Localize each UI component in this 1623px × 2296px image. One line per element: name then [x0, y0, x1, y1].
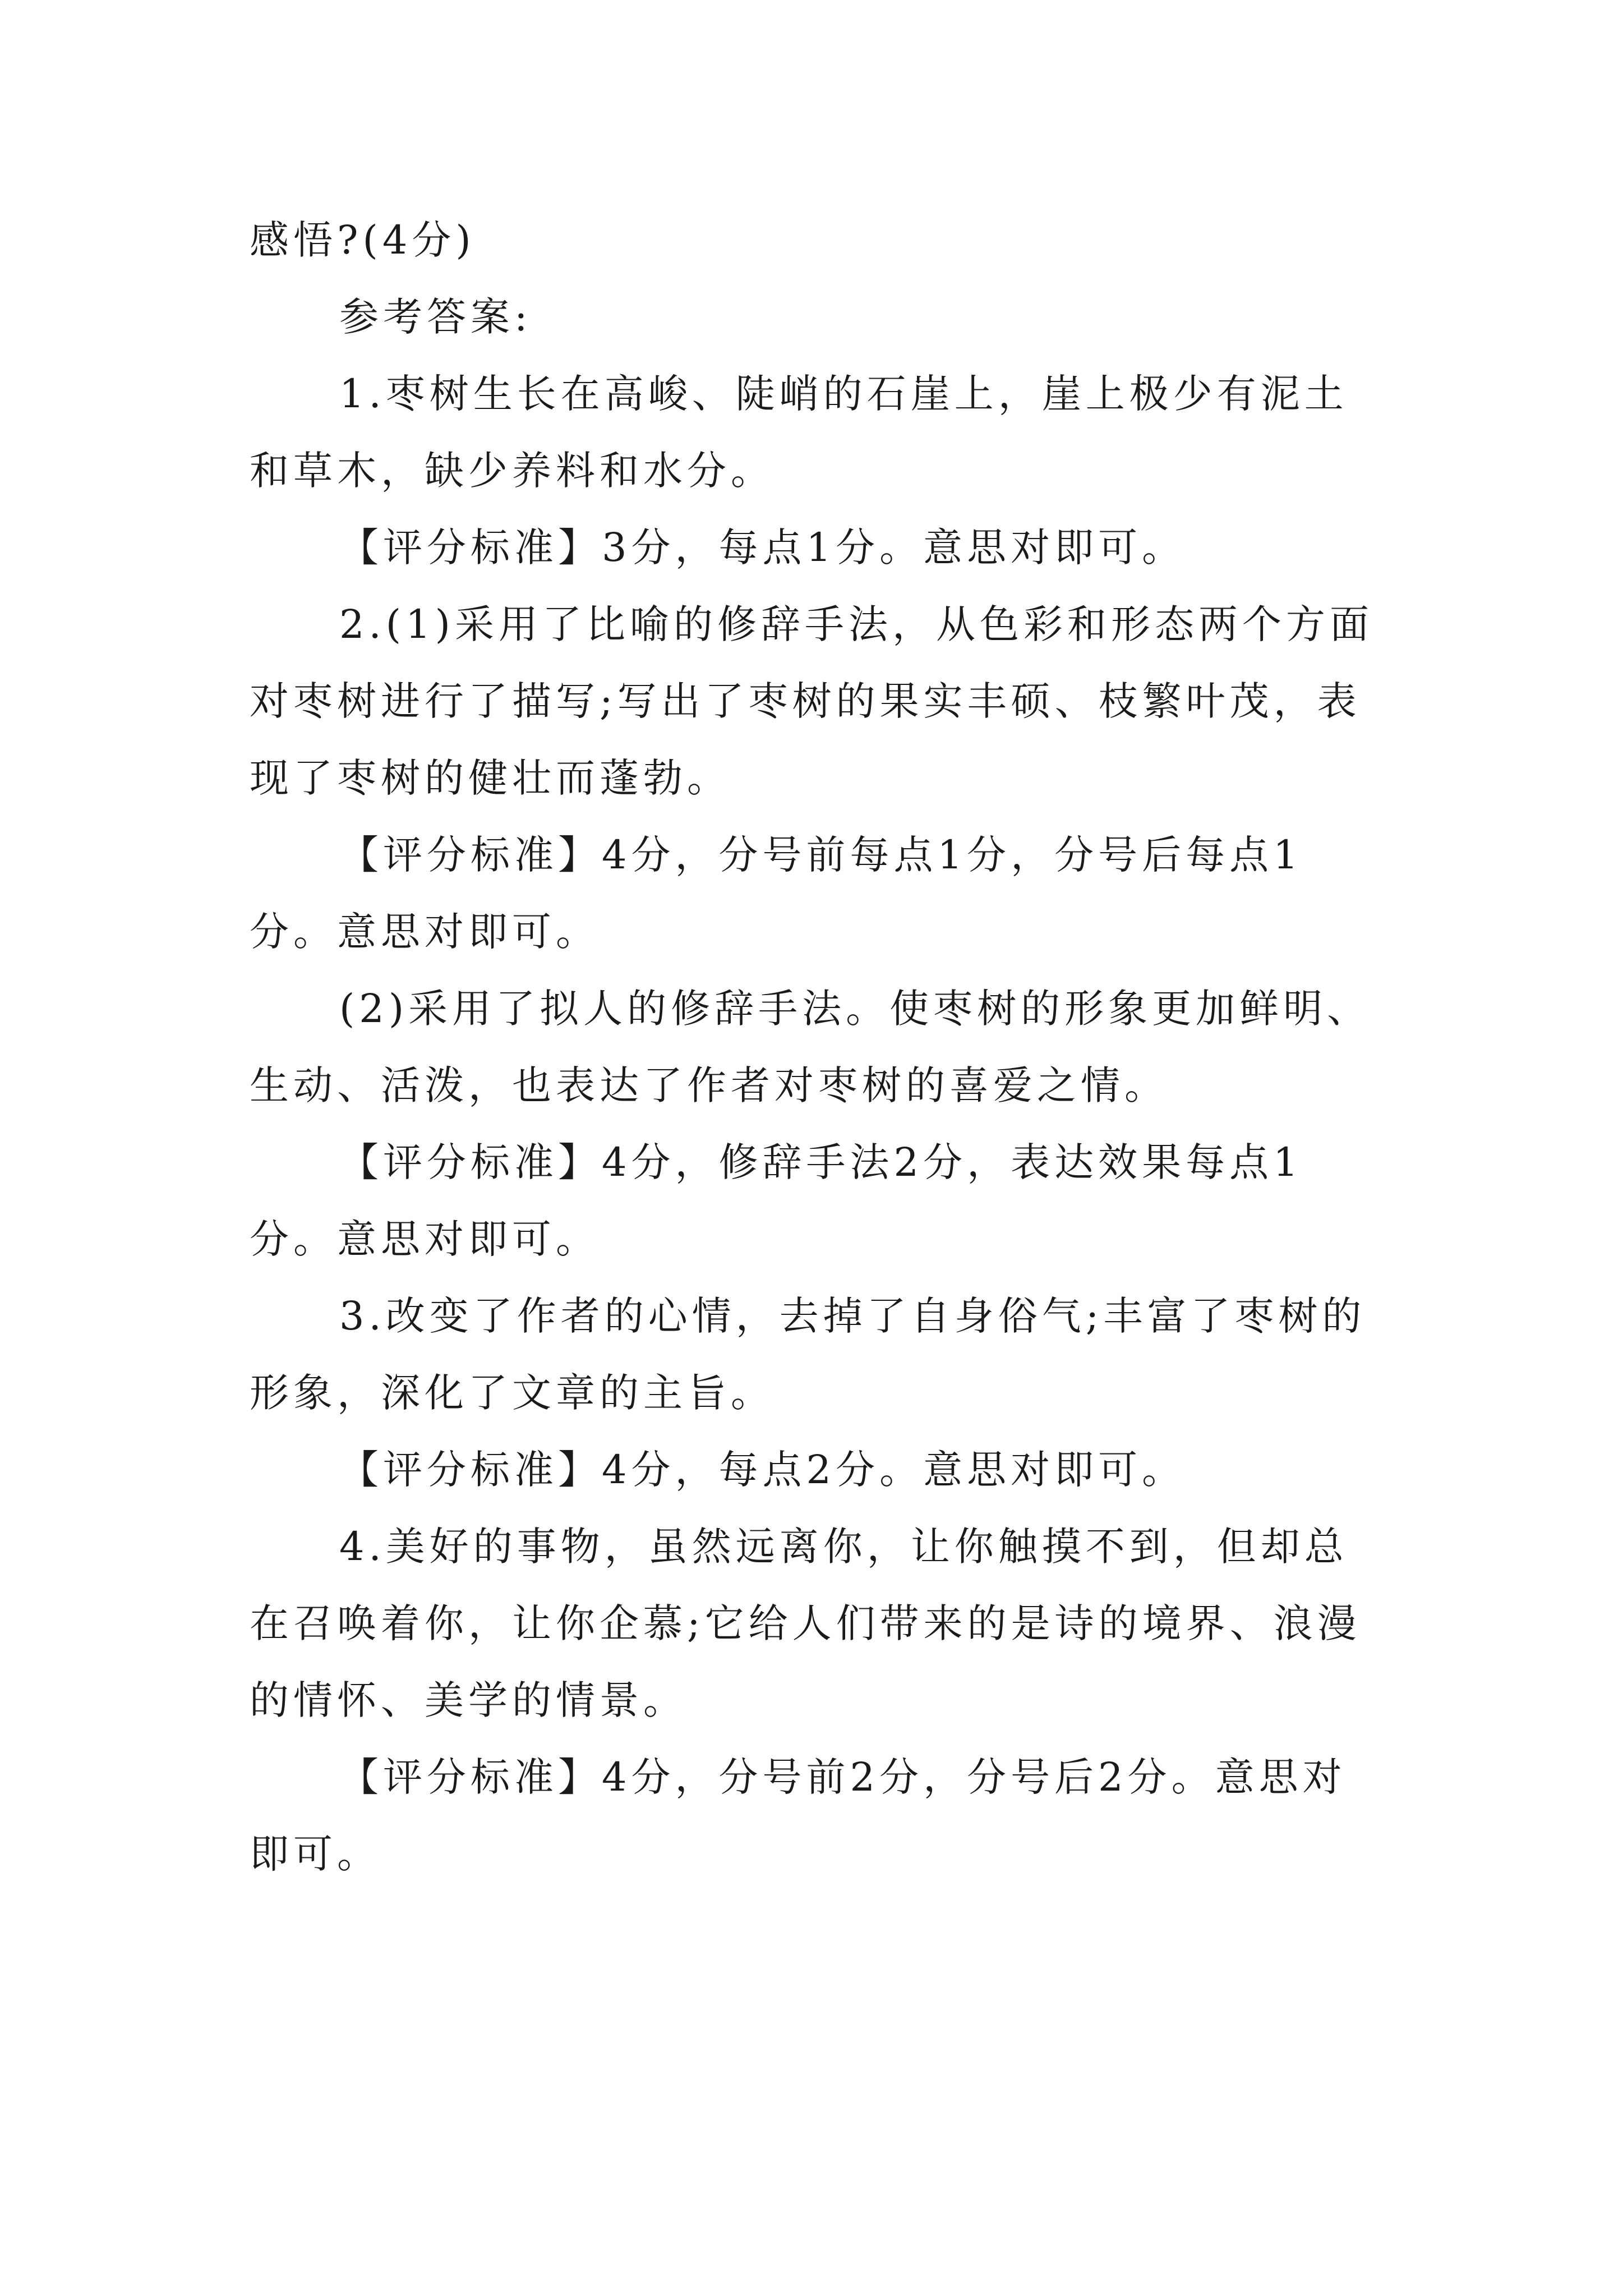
- paragraph-answer-2-1: 2.(1)采用了比喻的修辞手法，从色彩和形态两个方面对枣树进行了描写;写出了枣树的果实丰硕、枝繁叶茂，表现了枣树的健壮而蓬勃。: [250, 601, 1373, 801]
- paragraph-scoring-2-1: 【评分标准】4分，分号前每点1分，分号后每点1分。意思对即可。: [250, 832, 1303, 955]
- paragraph-answer-1: 1.枣树生长在高峻、陡峭的石崖上，崖上极少有泥土和草木，缺少养料和水分。: [250, 371, 1348, 494]
- paragraph-scoring-1: 【评分标准】3分，每点1分。意思对即可。: [339, 524, 1186, 570]
- paragraph-question-tail: 感悟?(4分): [250, 217, 476, 263]
- paragraph-scoring-2-2: 【评分标准】4分，修辞手法2分，表达效果每点1分。意思对即可。: [250, 1139, 1303, 1262]
- paragraph-answer-2-2: (2)采用了拟人的修辞手法。使枣树的形象更加鲜明、生动、活泼，也表达了作者对枣树的喜爱之情。: [250, 986, 1371, 1108]
- paragraph-answer-4: 4.美好的事物，虽然远离你，让你触摸不到，但却总在召唤着你，让你企慕;它给人们带来的是诗的境界、浪漫的情怀、美学的情景。: [250, 1524, 1361, 1723]
- paragraph-scoring-3: 【评分标准】4分，每点2分。意思对即可。: [339, 1447, 1186, 1493]
- paragraph-scoring-4: 【评分标准】4分，分号前2分，分号后2分。意思对即可。: [250, 1754, 1347, 1877]
- document-page: [250, 202, 1382, 1893]
- paragraph-answer-heading: 参考答案:: [339, 294, 532, 340]
- paragraph-answer-3: 3.改变了作者的心情，去掉了自身俗气;丰富了枣树的形象，深化了文章的主旨。: [250, 1293, 1366, 1416]
